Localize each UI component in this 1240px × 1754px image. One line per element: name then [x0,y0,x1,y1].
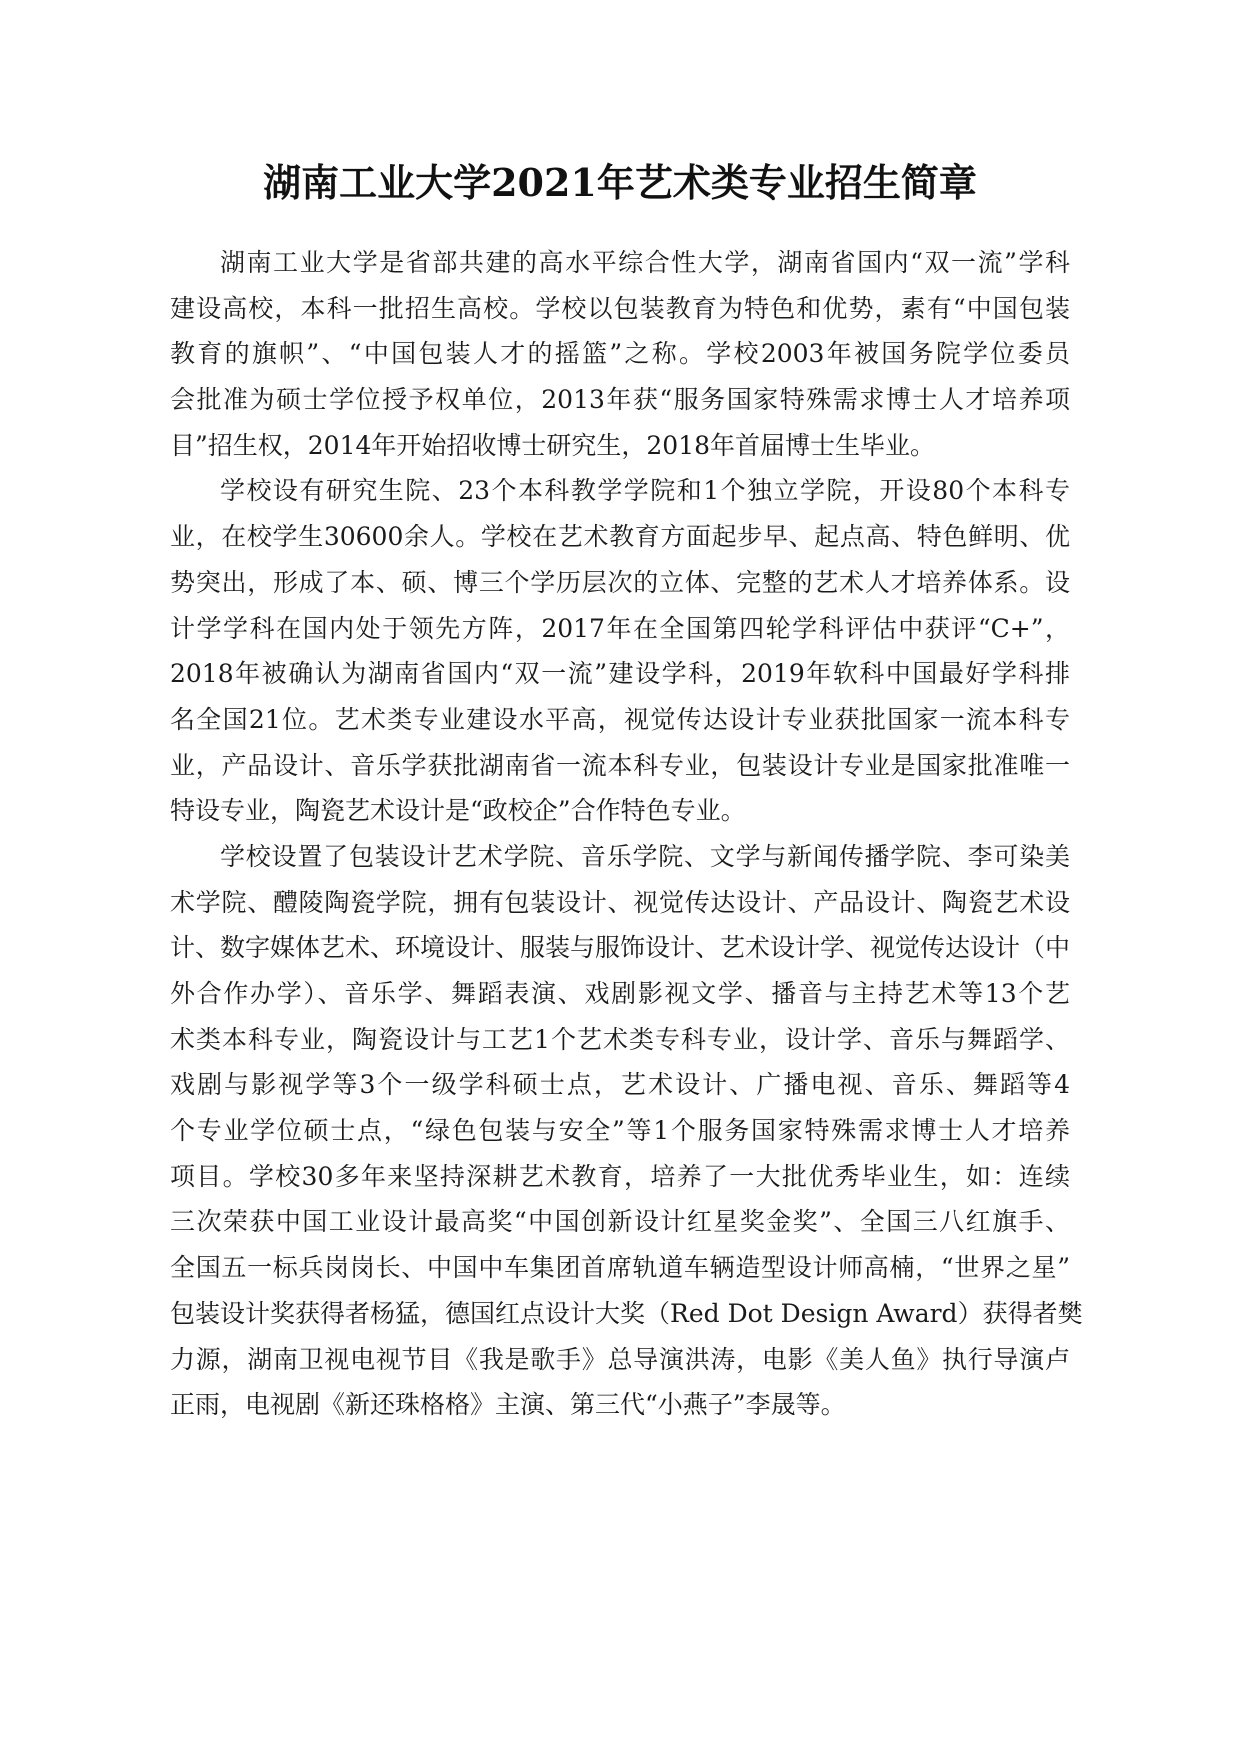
text-line: 目”招生权，2014年开始招收博士研究生，2018年首届博士生毕业。 [170,430,936,460]
text-line: 建设高校，本科一批招生高校。学校以包装教育为特色和优势，素有“中国包装 [170,293,1070,323]
text-line: 特设专业，陶瓷艺术设计是“政校企”合作特色专业。 [170,796,746,826]
text-line: 名全国21位。艺术类专业建设水平高，视觉传达设计专业获批国家一流本科专 [170,704,1070,734]
text-line: 计、数字媒体艺术、环境设计、服装与服饰设计、艺术设计学、视觉传达设计（中 [170,933,1071,963]
text-line: 会批准为硕士学位授予权单位，2013年获“服务国家特殊需求博士人才培养项 [170,385,1070,415]
page-title: 湖南工业大学2021年艺术类专业招生简章 [263,160,977,205]
text-line: 项目。学校30多年来坚持深耕艺术教育，培养了一大批优秀毕业生，如：连续 [170,1161,1070,1191]
text-line: 学校设置了包装设计艺术学院、音乐学院、文学与新闻传播学院、李可染美 [220,841,1070,871]
text-line: 势突出，形成了本、硕、博三个学历层次的立体、完整的艺术人才培养体系。设 [170,567,1070,597]
text-line: 包装设计奖获得者杨猛，德国红点设计大奖（Red Dot Design Award）获得者樊 [170,1298,1083,1328]
text-line: 计学学科在国内处于领先方阵，2017年在全国第四轮学科评估中获评“C+”， [170,613,1070,643]
text-line: 全国五一标兵岗岗长、中国中车集团首席轨道车辆造型设计师高楠，“世界之星” [170,1253,1070,1283]
text-line: 术类本科专业，陶瓷设计与工艺1个艺术类专科专业，设计学、音乐与舞蹈学、 [170,1024,1070,1054]
text-line: 学校设有研究生院、23个本科教学学院和1个独立学院，开设80个本科专 [220,476,1070,506]
text-line: 湖南工业大学是省部共建的高水平综合性大学，湖南省国内“双一流”学科 [220,248,1070,277]
text-line: 教育的旗帜”、“中国包装人才的摇篮”之称。学校2003年被国务院学位委员 [170,339,1070,369]
document-body [170,240,1083,1428]
paragraph-overview [170,468,1070,834]
text-line: 2018年被确认为湖南省国内“双一流”建设学科，2019年软科中国最好学科排 [170,659,1070,689]
text-line: 外合作办学）、音乐学、舞蹈表演、戏剧影视文学、播音与主持艺术等13个艺 [170,979,1070,1008]
paragraph-colleges [170,834,1083,1428]
text-line: 三次荣获中国工业设计最高奖“中国创新设计红星奖金奖”、全国三八红旗手、 [170,1207,1070,1237]
text-line: 个专业学位硕士点，“绿色包装与安全”等1个服务国家特殊需求博士人才培养 [170,1116,1070,1146]
text-line: 业，在校学生30600余人。学校在艺术教育方面起步早、起点高、特色鲜明、优 [170,522,1070,552]
text-line: 术学院、醴陵陶瓷学院，拥有包装设计、视觉传达设计、产品设计、陶瓷艺术设 [170,887,1070,917]
paragraph-intro [170,240,1070,468]
text-line: 力源，湖南卫视电视节目《我是歌手》总导演洪涛，电影《美人鱼》执行导演卢 [170,1344,1070,1374]
text-line: 戏剧与影视学等3个一级学科硕士点，艺术设计、广播电视、音乐、舞蹈等4 [170,1070,1070,1100]
text-line: 正雨，电视剧《新还珠格格》主演、第三代“小燕子”李晟等。 [170,1390,846,1420]
text-line: 业，产品设计、音乐学获批湖南省一流本科专业，包装设计专业是国家批准唯一 [170,750,1070,780]
